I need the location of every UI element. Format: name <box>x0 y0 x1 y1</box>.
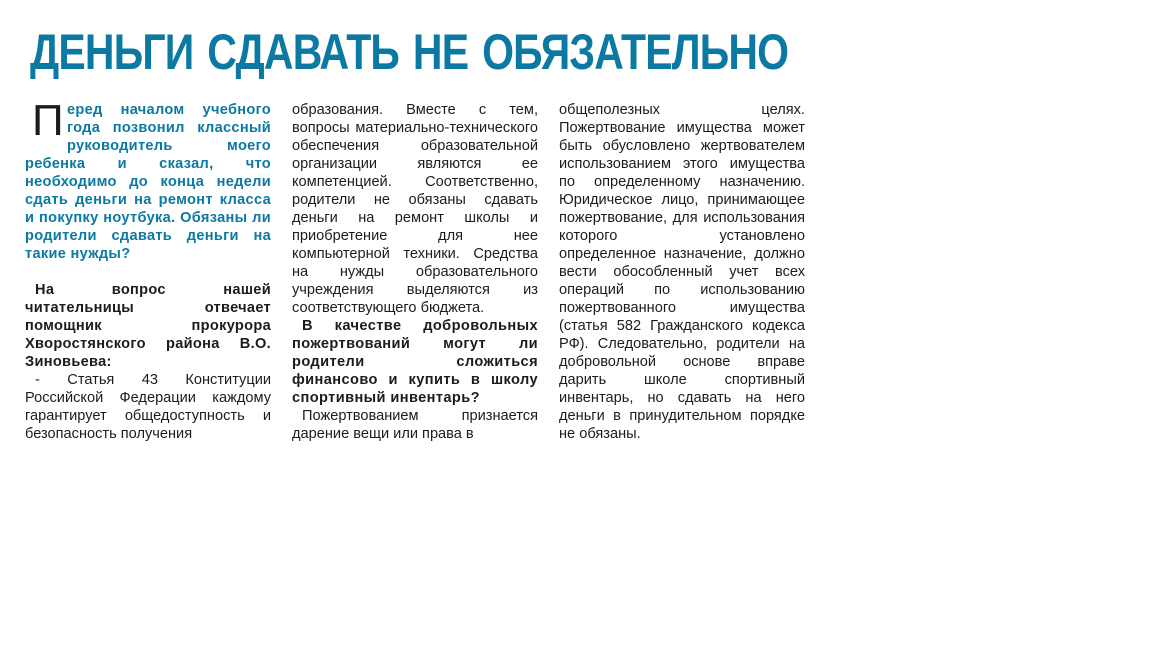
answer-intro: На вопрос нашей читательницы отвечает помощник прокурора Хворостянского района В.О. Зиновьева: <box>25 282 271 370</box>
article-column-3 <box>559 101 805 443</box>
lead-question <box>25 96 271 263</box>
article-column-2 <box>292 101 538 443</box>
answer-paragraph-1: - Статья 43 Конституции Российской Федерации каждому гарантирует общедоступность и безопасность получения <box>25 372 271 442</box>
follow-up-question: В качестве добровольных пожертвований могут ли родители сложиться финансово и купить в школу спортивный инвентарь? <box>292 318 538 406</box>
drop-cap: П <box>32 96 64 145</box>
article-headline: ДЕНЬГИ СДАВАТЬ НЕ ОБЯЗАТЕЛЬНО <box>30 24 789 80</box>
answer-paragraph-1-cont: образования. Вместе с тем, вопросы материально-технического обеспечения образовательной организации являются ее компетенцией. Соответственно, родители не обязаны сдавать деньги на ремонт школы и приобретение для нее компьютерной техники. Средства на нужды образовательного учреждения выделяются из соответствующего бюджета. <box>292 102 538 316</box>
answer-paragraph-2: Пожертвованием признается дарение вещи или права в <box>292 408 538 442</box>
lead-question-text: еред началом учебного года позвонил классный руководитель моего ребенка и сказал, что необходимо до конца недели сдать деньги на ремонт класса и покупку ноутбука. Обязаны ли родители сдавать деньги на такие нужды? <box>25 102 271 262</box>
article-column-1 <box>25 96 271 443</box>
answer-paragraph-2-cont: общеполезных целях. Пожертвование имущества может быть обусловлено жертвователем использованием этого имущества по определенному назначению. Юридическое лицо, принимающее пожертвование, для использования которого установлено определенное назначение, должно вести обособленный учет всех операций по использованию пожертвованного имущества (статья 582 Гражданского кодекса РФ). Следовательно, родители на добровольной основе вправе дарить школе спортивный инвентарь, но сдавать на него деньги в принудительном порядке не обязаны. <box>559 102 805 442</box>
